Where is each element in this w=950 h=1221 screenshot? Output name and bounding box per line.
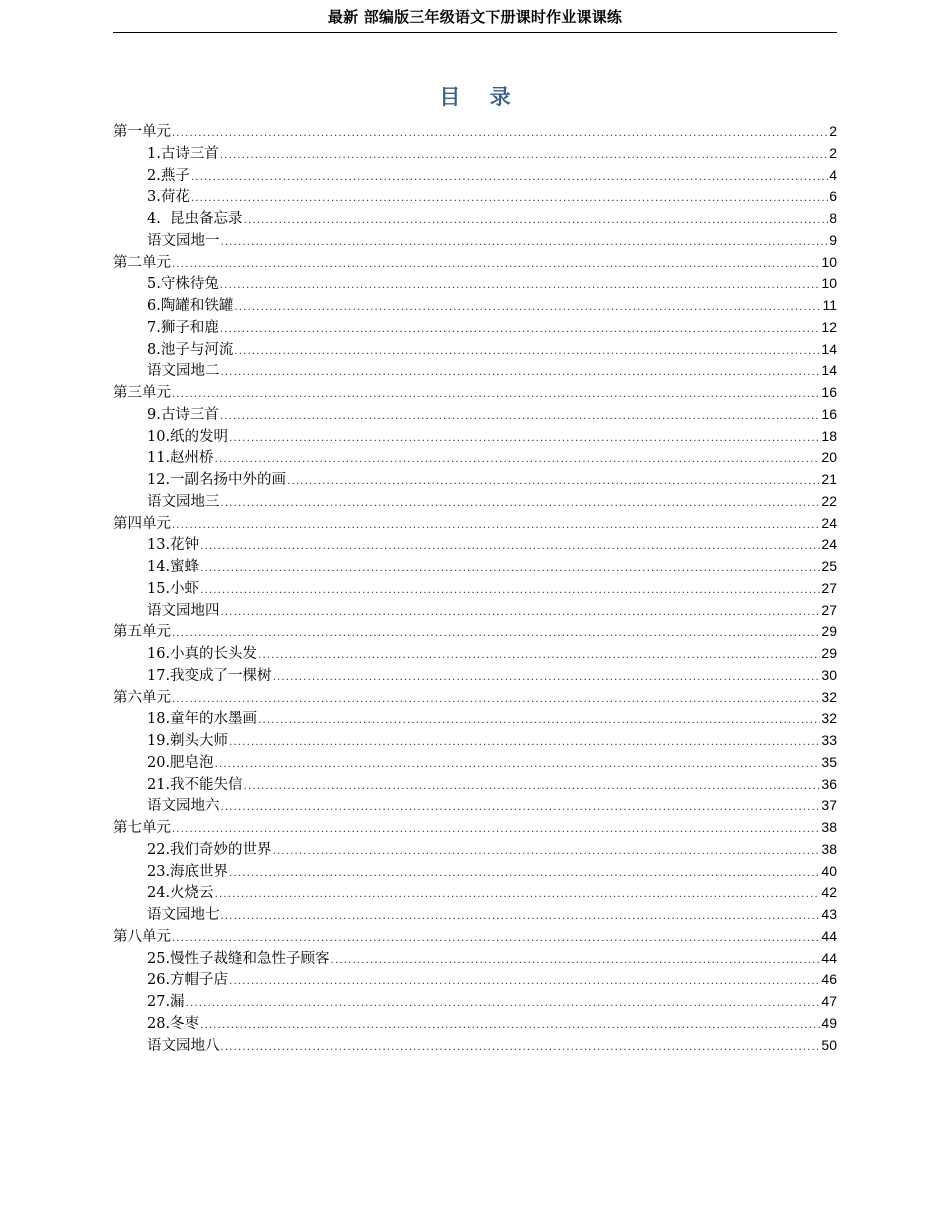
toc-lesson-entry[interactable] — [113, 752, 837, 774]
toc-entry-label: 22.我们奇妙的世界 — [147, 841, 272, 858]
toc-lesson-entry[interactable] — [113, 904, 837, 926]
toc-page-number: 38 — [821, 819, 837, 835]
toc-entry-label: 第四单元 — [113, 515, 171, 532]
toc-dot-leader — [172, 819, 820, 841]
toc-entry-label: 8.池子与河流 — [147, 341, 234, 358]
toc-lesson-entry[interactable] — [113, 165, 837, 187]
toc-lesson-entry[interactable] — [113, 708, 837, 730]
toc-dot-leader — [172, 123, 828, 145]
toc-dot-leader — [191, 188, 828, 210]
toc-page-number: 42 — [821, 884, 837, 901]
toc-entry-label: 语文园地四 — [147, 602, 220, 619]
toc-page-number: 24 — [821, 514, 837, 531]
toc-entry-label: 27.漏 — [147, 994, 185, 1010]
toc-lesson-entry[interactable] — [113, 404, 837, 426]
toc-unit-entry[interactable] — [113, 621, 837, 643]
toc-dot-leader — [172, 515, 820, 537]
toc-page-number: 33 — [821, 732, 837, 748]
toc-entry-label: 16.小真的长头发 — [147, 646, 258, 662]
toc-page-number: 16 — [821, 384, 837, 400]
toc-entry-label: 23.海底世界 — [147, 863, 229, 880]
toc-lesson-entry[interactable] — [113, 360, 837, 382]
toc-page-number: 43 — [821, 906, 837, 922]
toc-unit-entry[interactable] — [113, 121, 837, 143]
toc-entry-label: 1.古诗三首 — [147, 145, 219, 162]
toc-dot-leader — [258, 645, 820, 667]
toc-lesson-entry[interactable] — [113, 339, 837, 361]
toc-unit-entry[interactable] — [113, 817, 837, 839]
toc-lesson-entry[interactable] — [113, 948, 837, 970]
toc-entry-label: 6.陶罐和铁罐 — [147, 298, 234, 314]
toc-dot-leader — [200, 558, 820, 580]
toc-entry-label: 17.我变成了一棵树 — [147, 667, 272, 684]
toc-dot-leader — [172, 928, 820, 950]
toc-entry-label: 19.剃头大师 — [147, 733, 229, 749]
toc-dot-leader — [172, 689, 820, 711]
toc-dot-leader — [234, 341, 820, 363]
toc-page-number: 9 — [829, 231, 837, 248]
toc-page-number: 10 — [821, 253, 837, 270]
toc-lesson-entry[interactable] — [113, 643, 837, 665]
toc-entry-label: 11.赵州桥 — [147, 450, 214, 467]
toc-entry-label: 语文园地三 — [147, 493, 220, 510]
toc-unit-entry[interactable] — [113, 252, 837, 274]
toc-lesson-entry[interactable] — [113, 186, 837, 208]
toc-page-number: 24 — [821, 536, 837, 553]
toc-lesson-entry[interactable] — [113, 1013, 837, 1035]
toc-dot-leader — [220, 145, 828, 167]
toc-lesson-entry[interactable] — [113, 447, 837, 469]
toc-lesson-entry[interactable] — [113, 774, 837, 796]
toc-page-number: 27 — [821, 579, 837, 596]
toc-dot-leader — [221, 493, 821, 515]
toc-entry-label: 第五单元 — [113, 624, 171, 641]
toc-entry-label: 15.小虾 — [147, 580, 200, 597]
toc-entry-label: 5.守株待兔 — [147, 276, 219, 293]
header-title: 最新 部编版三年级语文下册课时作业课课练 — [327, 8, 623, 26]
toc-dot-leader — [229, 428, 820, 450]
toc-entry-label: 25.慢性子裁缝和急性子顾客 — [147, 950, 330, 967]
toc-lesson-entry[interactable] — [113, 469, 837, 491]
toc-page-number: 49 — [821, 1014, 837, 1031]
toc-entry-label: 7.狮子和鹿 — [147, 319, 219, 336]
toc-lesson-entry[interactable] — [113, 426, 837, 448]
toc-unit-entry[interactable] — [113, 513, 837, 535]
toc-dot-leader — [200, 1015, 820, 1037]
toc-page-number: 6 — [829, 188, 837, 205]
toc-unit-entry[interactable] — [113, 382, 837, 404]
toc-lesson-entry[interactable] — [113, 534, 837, 556]
toc-dot-leader — [221, 797, 821, 819]
toc-page-number: 14 — [821, 362, 837, 379]
toc-entry-label: 第三单元 — [113, 385, 171, 401]
toc-entry-label: 语文园地八 — [147, 1037, 220, 1054]
toc-unit-entry[interactable] — [113, 687, 837, 709]
toc-dot-leader — [191, 167, 828, 189]
toc-dot-leader — [220, 406, 821, 428]
toc-dot-leader — [215, 754, 821, 776]
toc-page-number: 46 — [821, 971, 837, 988]
toc-dot-leader — [273, 841, 821, 863]
toc-page-number: 36 — [821, 775, 837, 792]
toc-entry-label: 第二单元 — [113, 254, 171, 271]
toc-lesson-entry[interactable] — [113, 600, 837, 622]
toc-page-number: 22 — [821, 492, 837, 509]
toc-page-number: 37 — [821, 797, 837, 814]
toc-page-number: 12 — [821, 318, 837, 335]
toc-page-number: 21 — [821, 471, 837, 487]
toc-entry-label: 24.火烧云 — [147, 885, 214, 902]
toc-entry-label: 18.童年的水墨画 — [147, 711, 258, 728]
toc-dot-leader — [331, 950, 821, 972]
toc-page-number: 2 — [829, 123, 837, 139]
toc-page-number: 4 — [829, 166, 837, 183]
toc-page-number: 8 — [829, 210, 837, 226]
toc-dot-leader — [234, 297, 821, 319]
toc-title: 目 录 — [439, 85, 511, 109]
toc-lesson-entry[interactable] — [113, 578, 837, 600]
toc-lesson-entry[interactable] — [113, 730, 837, 752]
toc-page-number: 47 — [821, 993, 837, 1009]
toc-lesson-entry[interactable] — [113, 230, 837, 252]
toc-lesson-entry[interactable] — [113, 143, 837, 165]
toc-entry-label: 9.古诗三首 — [147, 406, 219, 423]
toc-dot-leader — [221, 232, 829, 254]
toc-dot-leader — [186, 993, 821, 1015]
toc-dot-leader — [221, 362, 821, 384]
toc-page-number: 44 — [821, 949, 837, 966]
toc-dot-leader — [229, 971, 820, 993]
toc-page-number: 29 — [821, 645, 837, 661]
toc-entry-label: 第七单元 — [113, 820, 171, 836]
toc-entry-label: 10.纸的发明 — [147, 428, 229, 445]
toc-unit-entry[interactable] — [113, 926, 837, 948]
toc-page-number: 44 — [821, 927, 837, 944]
toc-page-number: 40 — [821, 862, 837, 879]
toc-entry-label: 26.方帽子店 — [147, 972, 229, 989]
toc-entry-label: 28.冬枣 — [147, 1015, 200, 1032]
toc-dot-leader — [172, 384, 820, 406]
toc-lesson-entry[interactable] — [113, 969, 837, 991]
toc-entry-label: 13.花钟 — [147, 537, 200, 554]
toc-page-number: 27 — [821, 601, 837, 618]
toc-page-number: 18 — [821, 427, 837, 444]
toc-dot-leader — [220, 275, 821, 297]
toc-entry-label: 语文园地一 — [147, 232, 220, 249]
toc-entry-label: 第六单元 — [113, 689, 171, 706]
toc-dot-leader — [258, 710, 820, 732]
toc-dot-leader — [172, 254, 820, 276]
toc-dot-leader — [215, 449, 821, 471]
toc-page-number: 10 — [821, 275, 837, 292]
toc-entry-label: 14.蜜蜂 — [147, 559, 200, 575]
toc-dot-leader — [221, 602, 821, 624]
toc-page-number: 25 — [821, 558, 837, 574]
toc-entry-label: 第八单元 — [113, 928, 171, 945]
toc-lesson-entry[interactable] — [113, 665, 837, 687]
toc-page-number: 11 — [822, 297, 837, 313]
toc-entry-label: 12.一副名扬中外的画 — [147, 472, 287, 488]
toc-entry-label: 第一单元 — [113, 124, 171, 140]
toc-lesson-entry[interactable] — [113, 208, 837, 230]
toc-dot-leader — [221, 1037, 821, 1059]
table-of-contents — [113, 121, 837, 1056]
toc-lesson-entry[interactable] — [113, 795, 837, 817]
toc-dot-leader — [287, 471, 820, 493]
toc-entry-label: 21.我不能失信 — [147, 776, 243, 793]
toc-page-number: 16 — [821, 405, 837, 422]
toc-dot-leader — [200, 580, 820, 602]
toc-page-number: 2 — [829, 144, 837, 161]
toc-entry-label: 3.荷花 — [147, 189, 190, 206]
toc-lesson-entry[interactable] — [113, 839, 837, 861]
toc-dot-leader — [244, 210, 829, 232]
toc-dot-leader — [273, 667, 821, 689]
toc-page-number: 32 — [821, 688, 837, 705]
toc-page-number: 30 — [821, 666, 837, 683]
toc-entry-label: 语文园地二 — [147, 363, 220, 380]
toc-page-number: 38 — [821, 840, 837, 857]
toc-dot-leader — [200, 536, 820, 558]
page-header — [113, 0, 837, 33]
toc-dot-leader — [215, 884, 821, 906]
toc-page-number: 35 — [821, 753, 837, 770]
toc-page-number: 50 — [821, 1036, 837, 1053]
toc-entry-label: 语文园地六 — [147, 798, 220, 815]
toc-entry-label: 语文园地七 — [147, 907, 220, 923]
toc-lesson-entry[interactable] — [113, 861, 837, 883]
toc-lesson-entry[interactable] — [113, 1035, 837, 1057]
toc-lesson-entry[interactable] — [113, 273, 837, 295]
toc-page-number: 20 — [821, 449, 837, 466]
toc-dot-leader — [244, 776, 821, 798]
toc-dot-leader — [229, 863, 820, 885]
toc-entry-label: 20.肥皂泡 — [147, 754, 214, 771]
toc-lesson-entry[interactable] — [113, 991, 837, 1013]
toc-entry-label: 4. 昆虫备忘录 — [147, 211, 243, 227]
toc-dot-leader — [221, 906, 821, 928]
toc-dot-leader — [172, 623, 820, 645]
toc-lesson-entry[interactable] — [113, 882, 837, 904]
toc-lesson-entry[interactable] — [113, 295, 837, 317]
toc-lesson-entry[interactable] — [113, 556, 837, 578]
toc-lesson-entry[interactable] — [113, 491, 837, 513]
toc-entry-label: 2.燕子 — [147, 167, 190, 184]
toc-lesson-entry[interactable] — [113, 317, 837, 339]
toc-page-number: 14 — [821, 340, 837, 357]
toc-page-number: 29 — [821, 623, 837, 640]
toc-page-number: 32 — [821, 710, 837, 727]
toc-dot-leader — [229, 732, 820, 754]
toc-dot-leader — [220, 319, 821, 341]
